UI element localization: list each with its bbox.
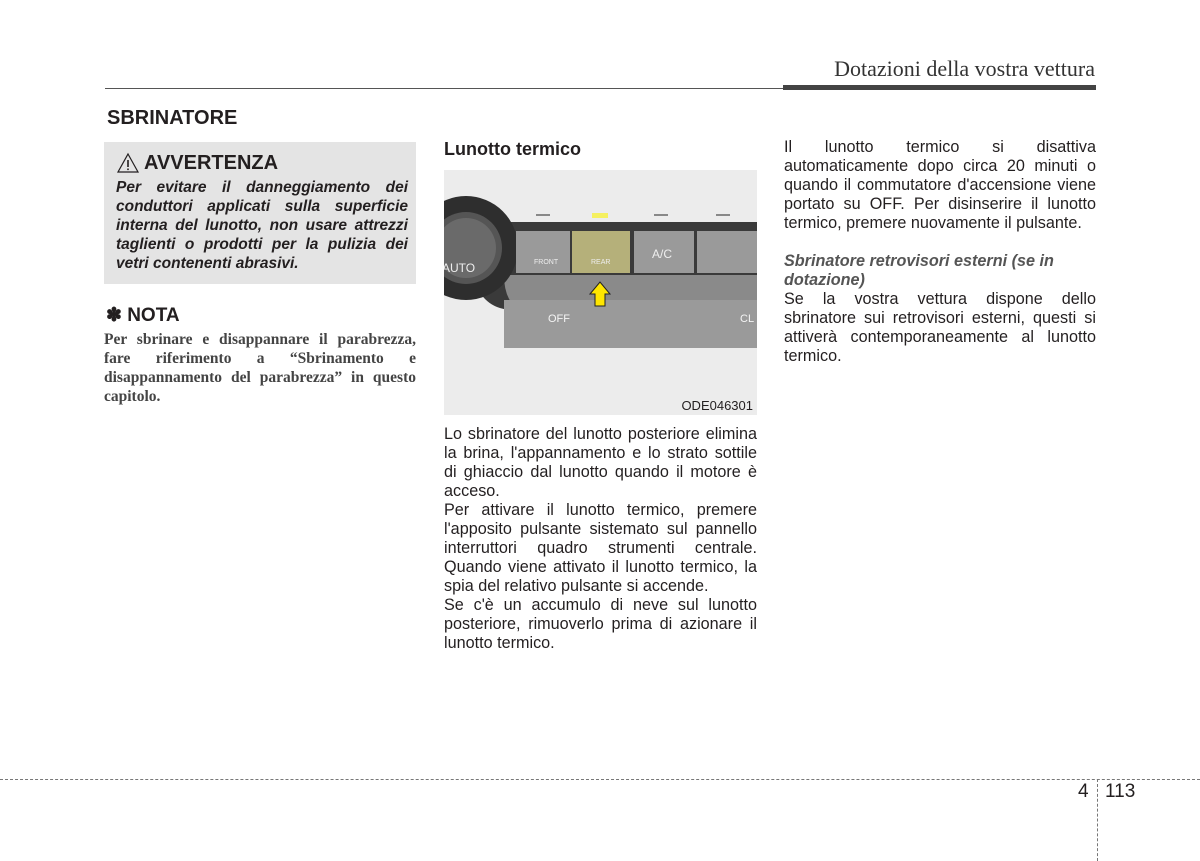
chapter-number: 4 <box>1078 781 1089 802</box>
lunotto-body <box>444 425 757 653</box>
paragraph: Per attivare il lunotto termico, premere l'apposito pulsante sistemato sul pannello interruttori quadro strumenti centrale. Quando viene attivato il lunotto termico, la spia del relativo pulsante si accende. <box>444 501 757 595</box>
warning-box <box>104 142 416 284</box>
warning-title: AVVERTENZA <box>144 152 279 174</box>
paragraph: Se la vostra vettura dispone dello sbrinatore sui retrovisori esterni, questi si attiverà contemporaneamente al lunotto termico. <box>784 290 1096 365</box>
off-label: OFF <box>548 313 570 325</box>
header-rule <box>105 88 783 89</box>
lunotto-heading: Lunotto termico <box>444 139 581 159</box>
warning-triangle-icon <box>116 152 140 174</box>
mirror-defroster-heading: Sbrinatore retrovisori esterni (se in dotazione) <box>784 252 1054 289</box>
warning-text: Per evitare il danneggiamento dei conduttori applicati sulla superficie interna del lunotto, non usare attrezzi taglienti o prodotti per la pulizia dei vetri contenenti abrasivi. <box>116 179 408 272</box>
footer-divider <box>1097 779 1098 861</box>
rear-label: REAR <box>591 259 611 266</box>
header-rule-thick <box>783 85 1096 90</box>
note-title: ✽ NOTA <box>106 305 180 326</box>
col3-body <box>784 138 1096 366</box>
paragraph: Lo sbrinatore del lunotto posteriore elimina la brina, l'appannamento e lo strato sottile di ghiaccio dal lunotto quando il motore è acceso. <box>444 425 757 500</box>
page-number: 113 <box>1105 781 1136 802</box>
auto-label: AUTO <box>444 261 476 275</box>
front-label: FRONT <box>534 259 559 266</box>
climate-panel-illustration <box>444 170 757 390</box>
paragraph: Il lunotto termico si disattiva automaticamente dopo circa 20 minuti o quando il commutatore d'accensione viene portato su OFF. Per disinserire il lunotto termico, premere nuovamente il pulsante. <box>784 138 1096 232</box>
running-header: Dotazioni della vostra vettura <box>834 56 1095 81</box>
ac-label: A/C <box>652 247 673 261</box>
footer-rule <box>0 779 1200 780</box>
cl-label: CL <box>740 313 755 325</box>
paragraph: Se c'è un accumulo di neve sul lunotto posteriore, rimuoverlo prima di azionare il lunotto termico. <box>444 596 757 652</box>
figure-caption: ODE046301 <box>681 398 753 413</box>
section-title: SBRINATORE <box>107 107 238 129</box>
note-text: Per sbrinare e disappannare il parabrezza, fare riferimento a “Sbrinamento e disappannamento del parabrezza” in questo capitolo. <box>104 331 416 405</box>
climate-panel-figure <box>444 170 757 415</box>
